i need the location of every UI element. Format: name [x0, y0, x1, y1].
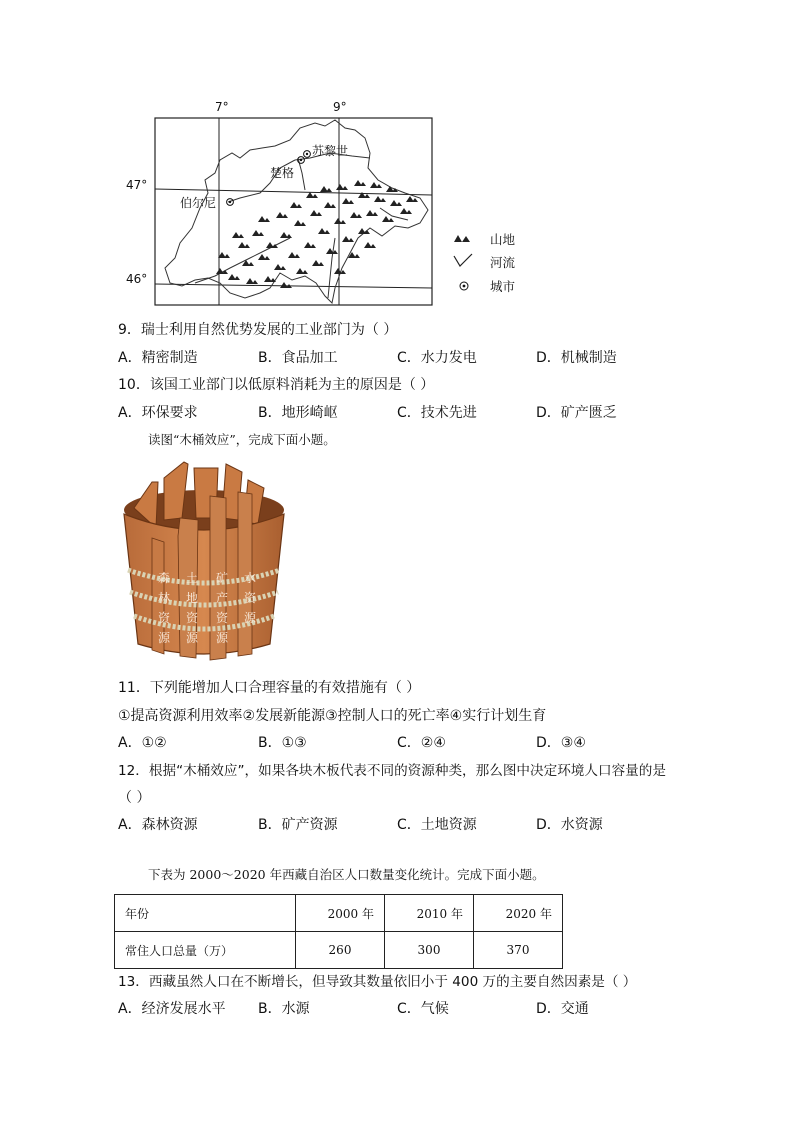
mountain-icon	[342, 236, 354, 242]
q13-option-d[interactable]: D．交通	[536, 1001, 589, 1017]
question-12-stem: 12．根据“木桶效应”，如果各块木板代表不同的资源种类，那么图中决定环境人口容量的是	[118, 763, 666, 779]
city-bern-marker	[227, 199, 234, 206]
legend-label-river: 河流	[490, 255, 516, 270]
mountain-icon	[318, 228, 330, 234]
mountain-icon	[288, 252, 300, 258]
mountain-icon	[280, 282, 292, 288]
question-9-stem: 9．瑞士利用自然优势发展的工业部门为（ ）	[118, 322, 398, 338]
q10-option-a[interactable]: A．环保要求	[118, 405, 198, 421]
q11-measures: ①提高资源利用效率②发展新能源③控制人口的死亡率④实行计划生育	[118, 708, 547, 724]
mountain-icon	[382, 216, 394, 222]
mountain-icon	[294, 220, 306, 226]
lon-label-7: 7°	[215, 100, 229, 114]
q9-option-a[interactable]: A．精密制造	[118, 350, 198, 366]
mountain-icon	[274, 264, 286, 270]
q10-option-d[interactable]: D．矿产匮乏	[536, 405, 617, 421]
city-label-zug: 楚格	[270, 166, 295, 180]
map-legend	[452, 228, 532, 298]
map-frame	[155, 118, 432, 305]
mountain-icon	[334, 218, 346, 224]
river-icon	[454, 254, 472, 266]
mountain-icon	[358, 192, 370, 198]
mountain-icon	[216, 268, 228, 274]
legend-icons	[452, 228, 482, 298]
table-header-label: 年份	[115, 895, 296, 932]
q11-option-d[interactable]: D．③④	[536, 735, 586, 751]
barrel-illustration	[118, 458, 290, 670]
mountain-icon	[342, 198, 354, 204]
mountain-icon	[304, 242, 316, 248]
mountain-icon	[310, 210, 322, 216]
lat-label-47: 47°	[126, 178, 148, 192]
mountain-icon	[296, 268, 308, 274]
table-year: 2020 年	[474, 895, 563, 932]
q11-option-c[interactable]: C．②④	[397, 735, 446, 751]
mountain-icon	[218, 252, 230, 258]
mountain-icon	[354, 180, 366, 186]
question-12-stem-line2: （ ）	[118, 790, 151, 806]
country-border	[165, 120, 428, 303]
q10-option-c[interactable]: C．技术先进	[397, 405, 477, 421]
q12-option-d[interactable]: D．水资源	[536, 817, 603, 833]
question-11-stem: 11．下列能增加人口合理容量的有效措施有（ ）	[118, 680, 421, 696]
q11-option-b[interactable]: B．①③	[258, 735, 307, 751]
stave-label: 森林资源	[157, 571, 171, 645]
mountain-icon	[258, 216, 270, 222]
population-table	[114, 894, 563, 969]
barrel-intro: 读图“木桶效应”，完成下面小题。	[148, 432, 336, 447]
barrel-svg	[118, 458, 290, 670]
mountain-icon	[374, 196, 386, 202]
mountain-icon	[252, 230, 264, 236]
table-value: 260	[296, 932, 385, 969]
mountain-icon	[370, 182, 382, 188]
mountain-icon	[364, 242, 376, 248]
mountain-icon	[454, 235, 470, 242]
table-year: 2000 年	[296, 895, 385, 932]
q10-option-b[interactable]: B．地形崎岖	[258, 405, 338, 421]
q13-option-c[interactable]: C．气候	[397, 1001, 449, 1017]
mountain-icon	[350, 212, 362, 218]
parallel-46	[155, 284, 432, 288]
q13-option-a[interactable]: A．经济发展水平	[118, 1001, 226, 1017]
table-row	[115, 932, 563, 969]
mountain-icon	[324, 202, 336, 208]
legend-label-city: 城市	[490, 279, 516, 294]
city-label-bern: 伯尔尼	[180, 196, 217, 210]
mountain-icon	[320, 186, 332, 192]
q13-option-b[interactable]: B．水源	[258, 1001, 310, 1017]
mountain-icon	[238, 242, 250, 248]
lon-label-9: 9°	[333, 100, 347, 114]
stave-label: 土地资源	[185, 571, 199, 645]
table-row-label: 常住人口总量（万）	[115, 932, 296, 969]
mountain-icon	[290, 202, 302, 208]
legend-label-mountain: 山地	[490, 232, 516, 247]
q12-option-b[interactable]: B．矿产资源	[258, 817, 338, 833]
stave-label: 矿产资源	[215, 571, 229, 645]
q11-option-a[interactable]: A．①②	[118, 735, 167, 751]
city-icon	[460, 282, 468, 290]
river-ticino	[328, 238, 335, 298]
mountain-icon	[276, 212, 288, 218]
mountain-icon	[232, 232, 244, 238]
mountain-icon	[312, 260, 324, 266]
table-year: 2010 年	[385, 895, 474, 932]
q12-option-c[interactable]: C．土地资源	[397, 817, 477, 833]
mountain-icon	[334, 268, 346, 274]
question-10-stem: 10．该国工业部门以低原料消耗为主的原因是（ ）	[118, 377, 435, 393]
table-value: 300	[385, 932, 474, 969]
mountain-icon	[258, 254, 270, 260]
q9-option-b[interactable]: B．食品加工	[258, 350, 338, 366]
table-intro: 下表为 2000～2020 年西藏自治区人口数量变化统计。完成下面小题。	[148, 867, 545, 882]
mountain-icon	[280, 232, 292, 238]
mountain-icon	[264, 276, 276, 282]
q9-option-d[interactable]: D．机械制造	[536, 350, 617, 366]
lat-label-46: 46°	[126, 272, 148, 286]
q9-option-c[interactable]: C．水力发电	[397, 350, 477, 366]
mountain-icon	[366, 210, 378, 216]
city-zurich-marker	[304, 151, 311, 158]
mountain-icon	[336, 184, 348, 190]
question-13-stem: 13．西藏虽然人口在不断增长，但导致其数量依旧小于 400 万的主要自然因素是（ ）	[118, 974, 637, 990]
stave-label: 水资源	[243, 571, 257, 625]
mountain-icon	[390, 200, 402, 206]
mountain-icon	[400, 208, 412, 214]
q12-option-a[interactable]: A．森林资源	[118, 817, 198, 833]
city-label-zurich: 苏黎世	[312, 144, 349, 158]
mountain-icon	[246, 278, 258, 284]
table-value: 370	[474, 932, 563, 969]
mountain-icon	[228, 274, 240, 280]
mountain-icon	[326, 248, 338, 254]
mountain-icon	[386, 186, 398, 192]
table-row	[115, 895, 563, 932]
